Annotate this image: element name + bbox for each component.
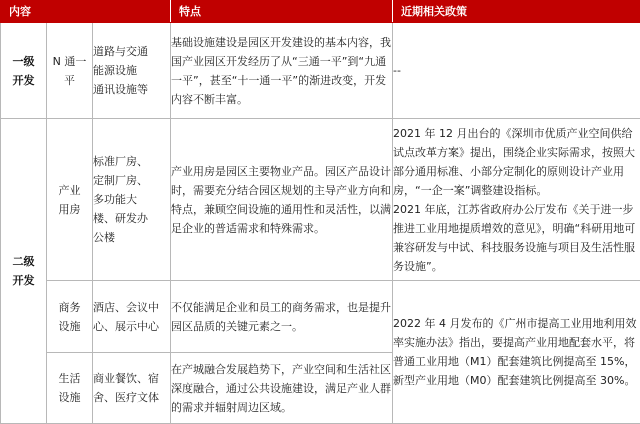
level1-label — [1, 23, 47, 119]
shared-policy: 2022 年 4 月发布的《广州市提高工业用地利用效率实施办法》指出，要提高产业用地配套水平，将普通工业用地（M1）配套建筑比例提高至 15%，新型产业用地（M0）配套建筑比例提高至 30%。 — [393, 281, 640, 424]
level1-item: 能源设施 — [93, 61, 170, 80]
industrial-category — [47, 119, 93, 281]
industrial-item: 标准厂房、 — [93, 152, 170, 171]
level1-row — [1, 23, 640, 119]
industrial-policy-1: 2021 年 12 月出台的《深圳市优质产业空间供给试点改革方案》提出，围绕企业实际需求，按照大部分通用标准、小部分定制化的原则设计产业用房，“一企一案”调整建设指标。 — [393, 124, 640, 200]
industrial-row — [1, 119, 640, 281]
industrial-policy-2: 2021 年底，江苏省政府办公厅发布《关于进一步推进工业用地提质增效的意见》，明确“科研用地可兼容研发与中试、科技服务设施与项目及生活性服务设施”。 — [393, 200, 640, 276]
business-items: 酒店、会议中心、展示中心 — [93, 281, 171, 353]
level1-category-text: N 通一平 — [50, 52, 90, 90]
header-content: 内容 — [1, 1, 171, 23]
level1-feature: 基础设施建设是园区开发建设的基本内容，我国产业园区开发经历了从“三通一平”到“九通一平”，甚至“十一通一平”的渐进改变，开发内容不断丰富。 — [171, 23, 393, 119]
business-row — [1, 281, 640, 353]
level2-label — [1, 119, 47, 424]
industrial-policy — [393, 119, 640, 281]
industrial-category-text: 产业用房 — [57, 181, 83, 219]
level1-item: 通讯设施等 — [93, 80, 170, 99]
living-feature: 在产城融合发展趋势下，产业空间和生活社区深度融合，通过公共设施建设，满足产业人群的需求并辐射周边区域。 — [171, 353, 393, 424]
business-category — [47, 281, 93, 353]
level1-items — [93, 23, 171, 119]
industrial-item: 多功能大 — [93, 190, 170, 209]
business-feature: 不仅能满足企业和员工的商务需求，也是提升园区品质的关键元素之一。 — [171, 281, 393, 353]
level1-label-text: 一级开发 — [10, 52, 38, 90]
living-items: 商业餐饮、宿舍、医疗文体 — [93, 353, 171, 424]
living-category — [47, 353, 93, 424]
industrial-item: 公楼 — [93, 228, 170, 247]
living-category-text: 生活设施 — [57, 369, 83, 407]
industrial-items — [93, 119, 171, 281]
industrial-feature: 产业用房是园区主要物业产品。园区产品设计时，需要充分结合园区规划的主导产业方向和特点，兼顾空间设施的通用性和灵活性，以满足企业的普适需求和特殊需求。 — [171, 119, 393, 281]
industrial-item: 楼、研发办 — [93, 209, 170, 228]
level1-policy: -- — [393, 23, 640, 119]
industrial-item: 定制厂房、 — [93, 171, 170, 190]
header-feature: 特点 — [171, 1, 393, 23]
business-category-text: 商务设施 — [57, 298, 83, 336]
level2-label-text: 二级开发 — [10, 252, 38, 290]
header-row — [1, 1, 640, 23]
level1-item: 道路与交通 — [93, 42, 170, 61]
level1-category — [47, 23, 93, 119]
header-policy: 近期相关政策 — [393, 1, 640, 23]
